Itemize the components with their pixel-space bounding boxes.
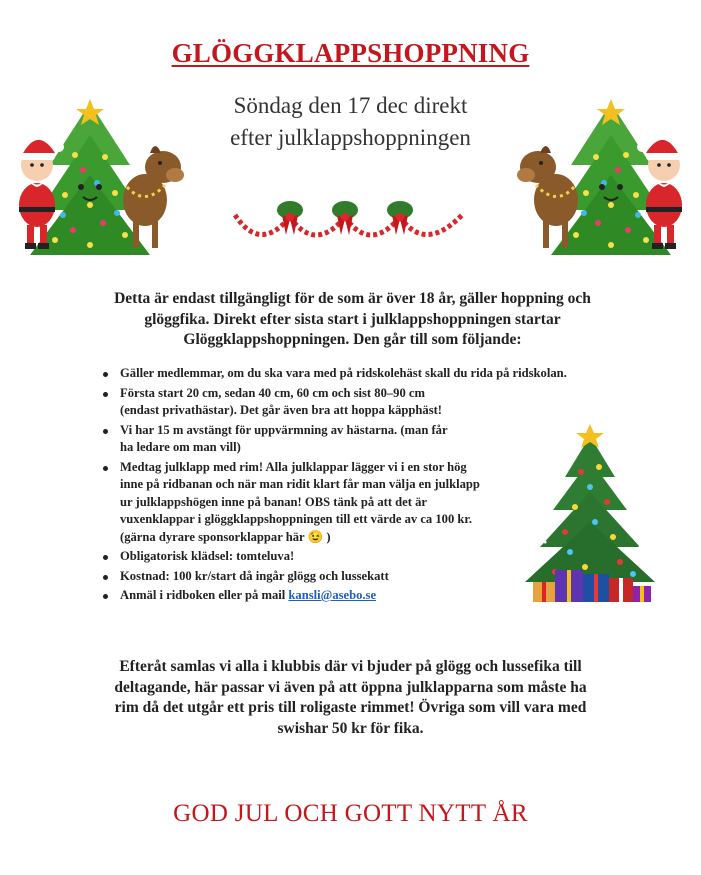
email-link[interactable]: kansli@asebo.se xyxy=(288,588,377,602)
outro-paragraph: Efteråt samlas vi alla i klubbis där vi bjuder på glögg och lussefika till deltagande, här passar vi även på att öppna julklapparna som måste ha rim då det utgår ett pris till roligaste rimmet! Övriga som vill vara med swishar 50 kr för fika. xyxy=(114,658,587,737)
list-item: Första start 20 cm, sedan 40 cm, 60 cm och sist 80–90 cm (endast privathästar). Det går även bra att hoppa käpphäst! xyxy=(100,385,460,420)
garland-icon xyxy=(230,195,470,257)
page-title: GLÖGGKLAPPSHOPPNING xyxy=(171,38,530,68)
event-subtitle xyxy=(150,90,551,154)
list-item: Medtag julklapp med rim! Alla julklappar lägger vi i en stor hög inne på ridbanan och när man ridit klart får man välja en julklapp ur julklappshögen inne på banan! OBS tänk på att det är vuxenklappar i glöggklappshoppningen till ett värde av ca 100 kr. (gärna dyrare sponsorklappar här 😉 ) xyxy=(100,459,490,547)
footer-greeting: GOD JUL OCH GOTT NYTT ÅR xyxy=(173,800,528,827)
list-item: Gäller medlemmar, om du ska vara med på ridskolehäst skall du rida på ridskolan. xyxy=(100,365,630,383)
intro-paragraph: Detta är endast tillgängligt för de som är över 18 år, gäller hoppning och glöggfika. Direkt efter sista start i julklappshoppningen startar Glöggklappshoppningen. Den går till som följande: xyxy=(114,290,591,348)
list-item: Vi har 15 m avstängt för uppvärmning av hästarna. (man får ha ledare om man vill) xyxy=(100,422,460,457)
signup-text: Anmäl i ridboken eller på mail xyxy=(120,588,289,602)
list-item: Kostnad: 100 kr/start då ingår glögg och lussekatt xyxy=(100,568,630,586)
christmas-tree-icon xyxy=(515,422,665,607)
santa-tree-horse-icon xyxy=(5,95,190,265)
subtitle-line-date: Söndag den 17 dec direkt xyxy=(233,93,468,118)
subtitle-line-time: efter julklappshoppningen xyxy=(230,125,471,150)
santa-tree-horse-icon xyxy=(511,95,696,265)
list-item: Obligatorisk klädsel: tomteluva! xyxy=(100,548,630,566)
